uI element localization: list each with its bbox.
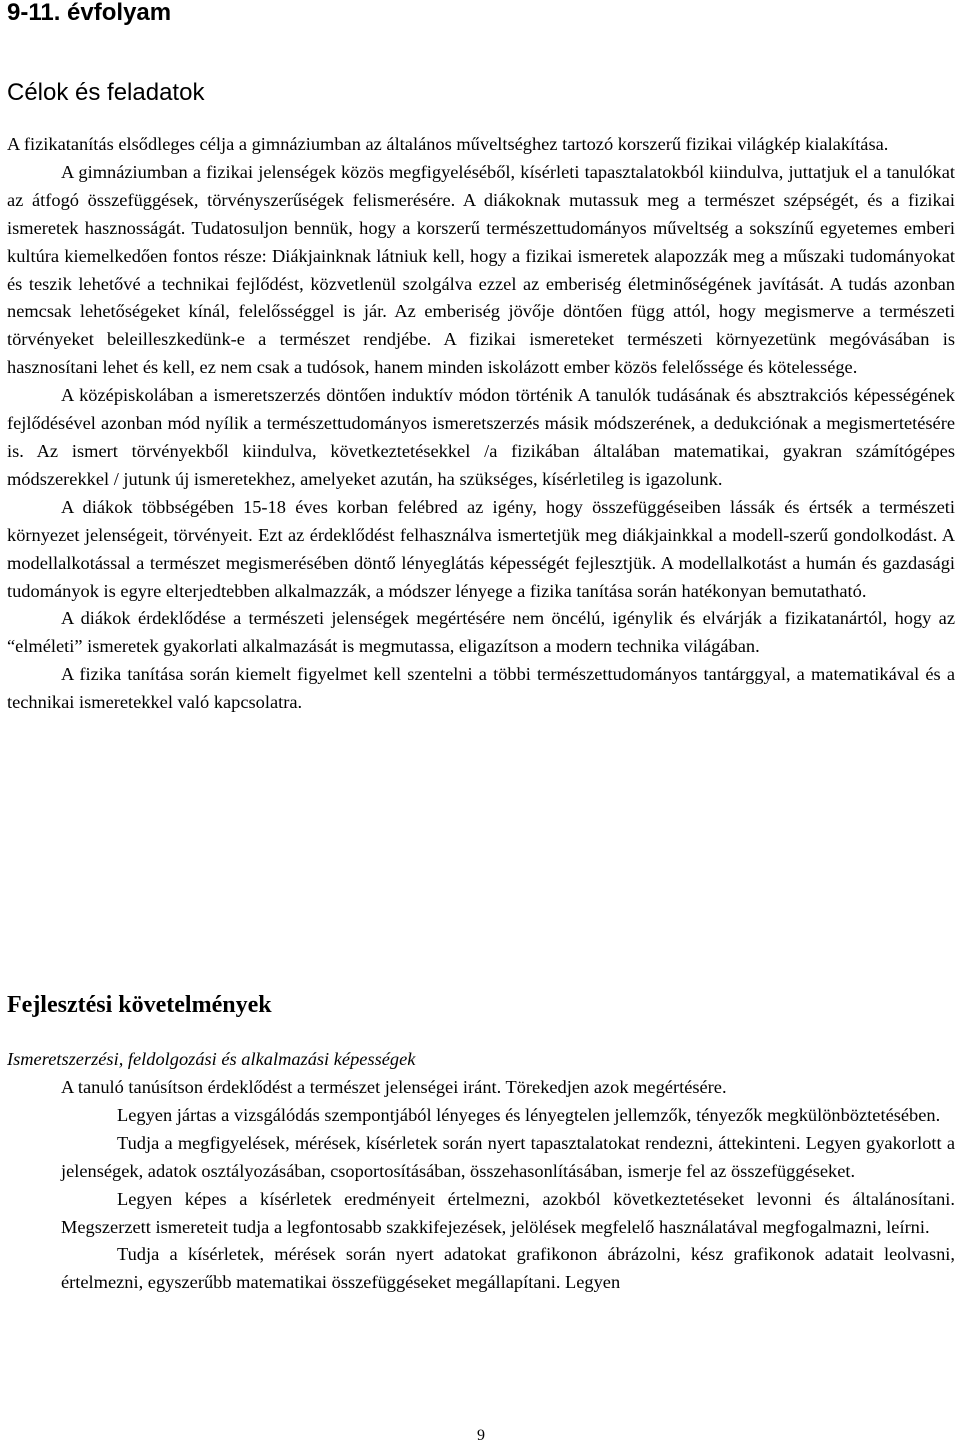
section-title-requirements: Fejlesztési követelmények bbox=[7, 992, 272, 1018]
goals-paragraph-1: A fizikatanítás elsődleges célja a gimnáziumban az általános műveltséghez tartozó korszerű fizikai világkép kialakítása. bbox=[7, 134, 889, 154]
requirements-paragraph-5: Tudja a kísérletek, mérések során nyert adatokat grafikonon ábrázolni, kész grafikonok adatait leolvasni, értelmezni, egyszerűbb matematikai összefüggéseket megállapítani. Legyen bbox=[61, 1244, 955, 1293]
page-number: 9 bbox=[477, 1427, 485, 1444]
requirements-paragraph-1: A tanuló tanúsítson érdeklődést a természet jelenségei iránt. Törekedjen azok megértésére. bbox=[61, 1077, 727, 1097]
requirements-paragraph-4: Legyen képes a kísérletek eredményeit értelmezni, azokból következtetéseket levonni és általánosítani. Megszerzett ismereteit tudja a legfontosabb szakkifejezések, jelölések megfelelő használatával megfogalmazni, leírni. bbox=[61, 1188, 955, 1237]
goals-paragraph-4: A diákok többségében 15-18 éves korban felébred az igény, hogy összefüggéseiben lássák és értsék a természeti környezet jelenségeit, törvényeit. Ezt az érdeklődést felhasználva ismertetjük meg diákjainkkal a modell-szerű gondolkodást. A modellalkotással a természet megismerésében döntő lényeglátás képességét fejlesztjük. A modellalkotást a humán és gazdasági tudományok is egyre elterjedtebben alkalmazzák, a módszer lényege a fizika tanítása során hatékonyan bemutatható. bbox=[7, 496, 955, 601]
goals-body bbox=[7, 131, 955, 717]
grade-heading: 9-11. évfolyam bbox=[7, 0, 172, 26]
requirements-body bbox=[61, 1074, 955, 1297]
section-title-goals: Célok és feladatok bbox=[7, 79, 205, 106]
requirements-paragraph-2: Legyen jártas a vizsgálódás szempontjából lényeges és lényegtelen jellemzők, tényezők megkülönböztetésében. bbox=[117, 1104, 941, 1125]
requirements-subtitle: Ismeretszerzési, feldolgozási és alkalmazási képességek bbox=[7, 1049, 416, 1069]
goals-paragraph-3: A középiskolában a ismeretszerzés döntően induktív módon történik A tanulók tudásának és absztrakciós képességének fejlődésével azonban mód nyílik a természettudományos ismeretszerzés másik módszerének, a dedukciónak a megismertetésére is. Az ismert törvényekből kiindulva, következtetésekkel /a fizikában általában matematikai, gyakran számítógépes módszerekkel / jutunk új ismeretekhez, amelyeket azután, ha szükséges, kísérletileg is igazolunk. bbox=[7, 385, 955, 489]
goals-paragraph-5: A diákok érdeklődése a természeti jelenségek megértésére nem öncélú, igénylik és elvárják a fizikatanártól, hogy az “elméleti” ismeretek gyakorlati alkalmazását is megmutassa, eligazítson a modern technika világában. bbox=[7, 608, 955, 657]
requirements-paragraph-3: Tudja a megfigyelések, mérések, kísérletek során nyert tapasztalatokat rendezni, áttekinteni. Legyen gyakorlott a jelenségek, adatok osztályozásában, csoportosításában, összehasonlításában, ismerje fel az összefüggéseket. bbox=[61, 1132, 955, 1181]
goals-paragraph-2: A gimnáziumban a fizikai jelenségek közös megfigyeléséből, kísérleti tapasztalatokból kiindulva, juttatjuk el a tanulókat az átfogó összefüggések, törvényszerűségek felismerésére. A diákoknak mutassuk meg a természet szépségét, és a fizikai ismeretek hasznosságát. Tudatosuljon bennük, hogy a korszerű természettudományos műveltség a sokszínű egyetemes emberi kultúra kiemelkedően fontos része: Diákjainknak látniuk kell, hogy a fizikai ismeretek alapozzák meg a műszaki tudományokat és teszik lehetővé a technikai fejlődést, közvetlenül szolgálva ezzel az emberiség életminőségének javítását. A tudás azonban nemcsak lehetőségeket kínál, felelősséggel is jár. Az emberiség jövője döntően függ attól, hogy megismerve a természeti törvényeket beleilleszkedünk-e a természet rendjébe. A fizikai ismereteket természeti környezetünk megóvásában is hasznosítani lehet és kell, ez nem csak a tudósok, hanem minden iskolázott ember közös felelőssége és kötelessége. bbox=[7, 161, 955, 378]
goals-paragraph-6: A fizika tanítása során kiemelt figyelmet kell szentelni a többi természettudományos tantárggyal, a matematikával és a technikai ismeretekkel való kapcsolatra. bbox=[7, 664, 955, 713]
